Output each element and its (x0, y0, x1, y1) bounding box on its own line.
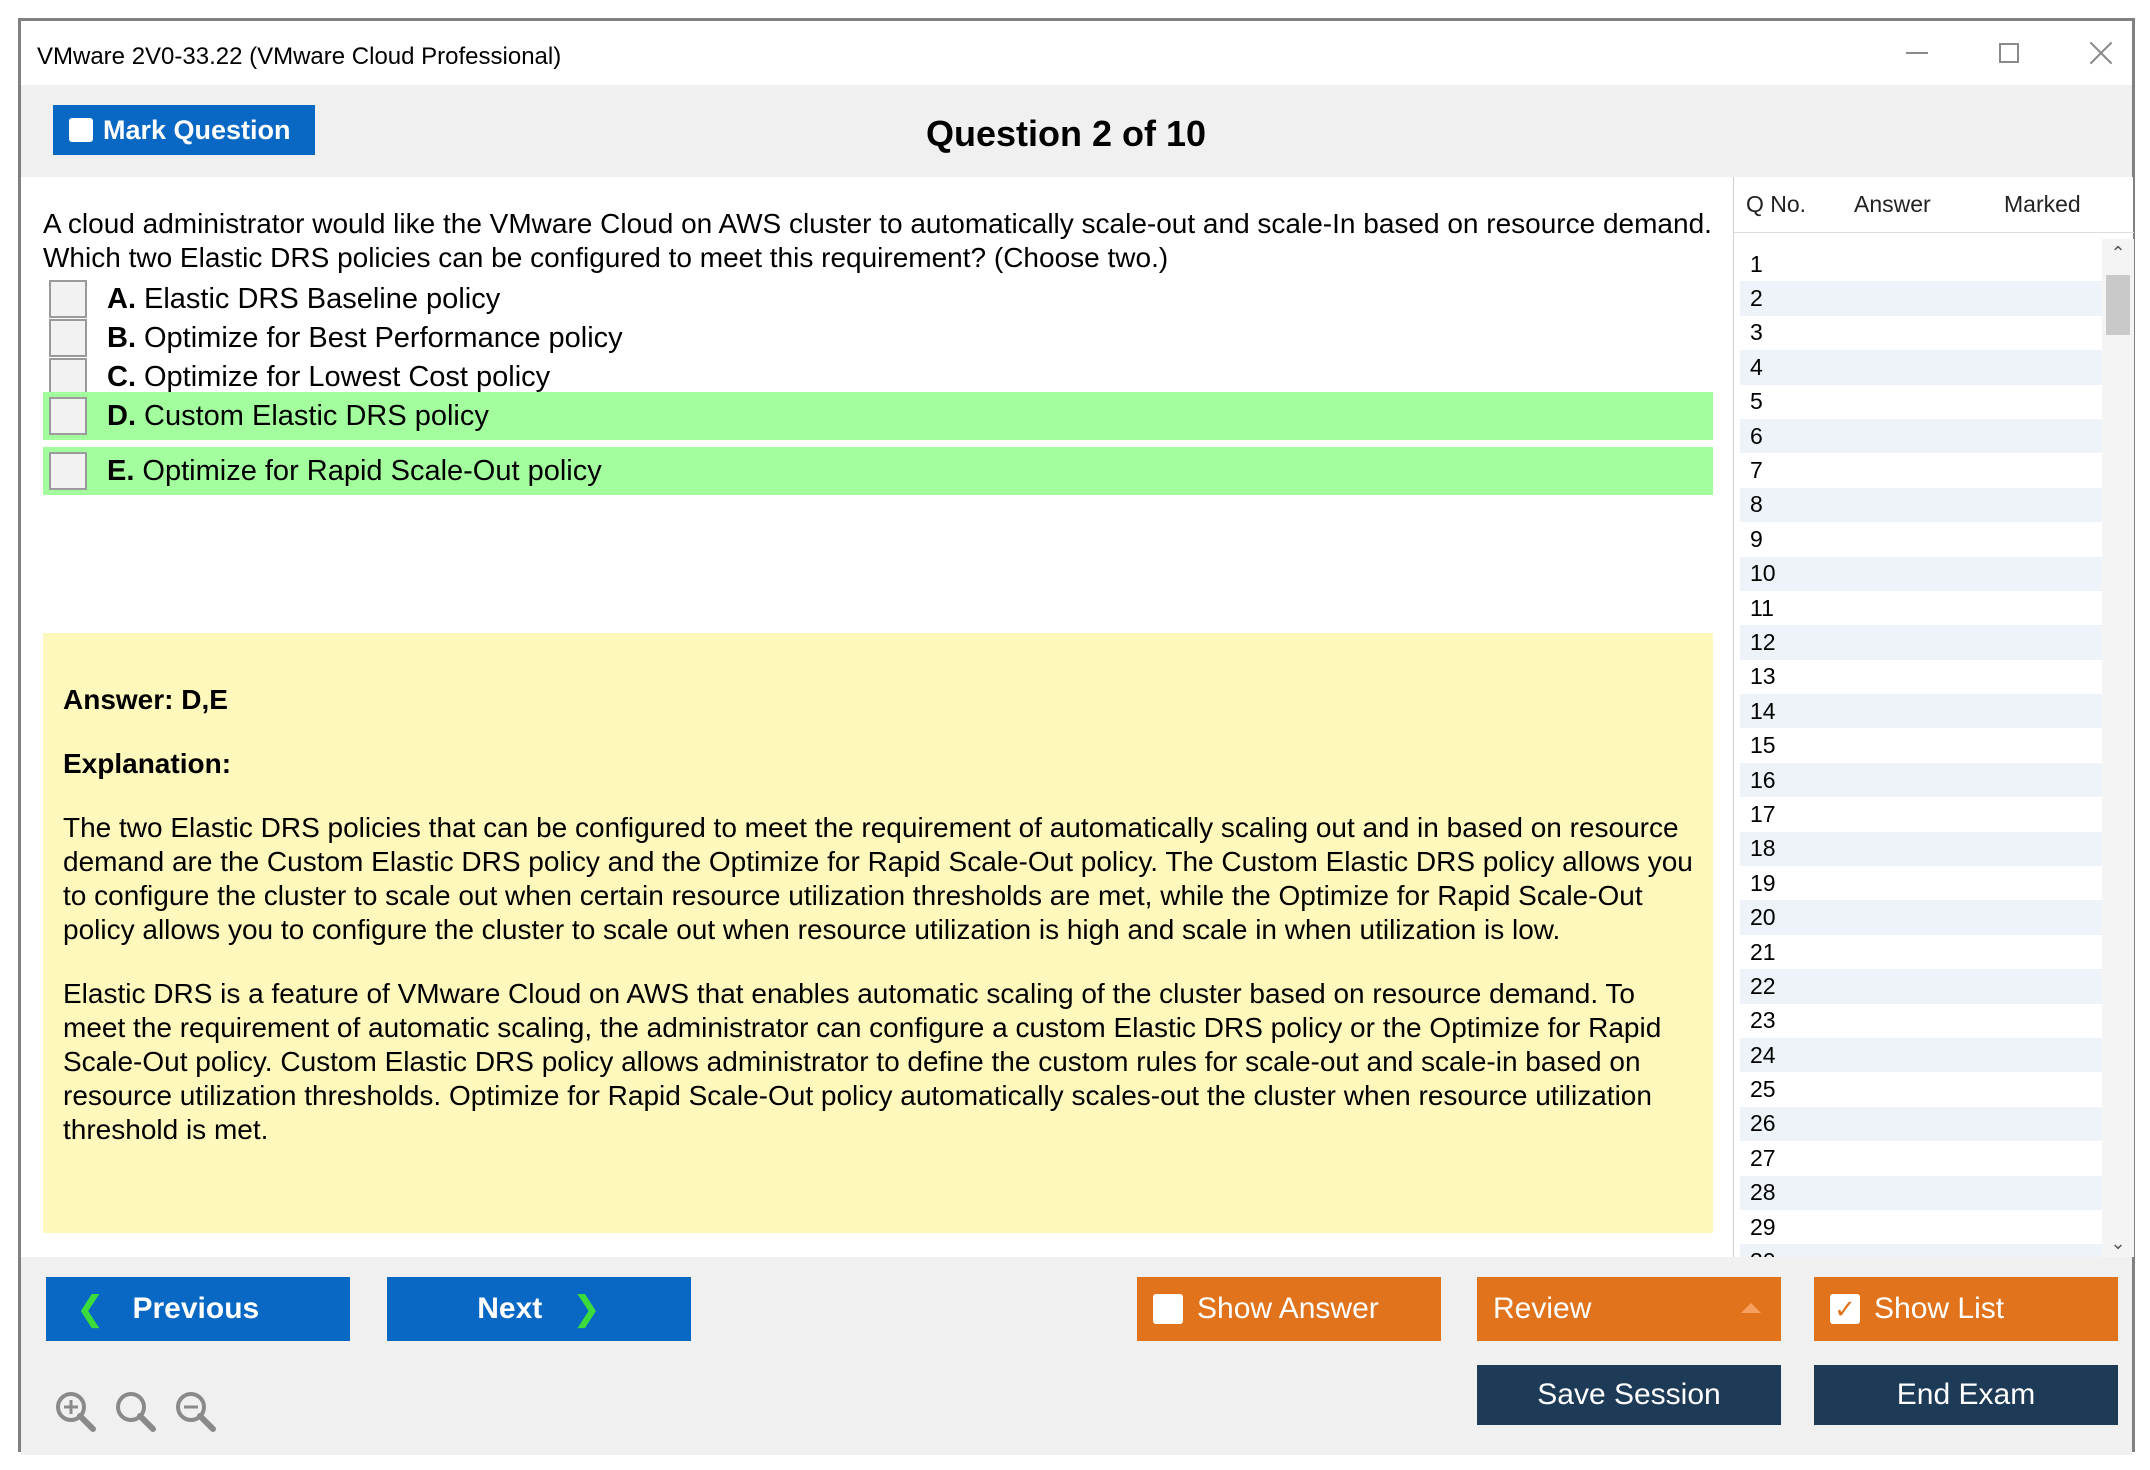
save-session-button[interactable] (1477, 1365, 1781, 1425)
minimize-icon (1906, 52, 1928, 54)
question-list-row[interactable]: 11 (1750, 594, 1774, 621)
question-list-row[interactable]: 21 (1750, 938, 1776, 965)
question-list-row[interactable]: 27 (1750, 1144, 1776, 1171)
question-list-row[interactable]: 24 (1740, 1038, 2102, 1072)
question-list-row[interactable]: 14 (1740, 694, 2102, 728)
next-label: Next (477, 1292, 543, 1325)
question-list-row[interactable]: 25 (1750, 1076, 1776, 1103)
option-d[interactable] (43, 392, 1713, 440)
question-list-rows (1740, 247, 2102, 1279)
option-text: Optimize for Best Performance policy (144, 321, 623, 354)
previous-button[interactable] (46, 1277, 350, 1341)
review-label: Review (1493, 1292, 1592, 1325)
end-exam-label: End Exam (1896, 1378, 2036, 1411)
question-list-row[interactable]: 20 (1740, 900, 2102, 934)
mark-question-label: Mark Question (103, 114, 291, 145)
question-list-row[interactable]: 12 (1740, 625, 2102, 659)
option-text: Optimize for Rapid Scale-Out policy (142, 454, 602, 487)
answer-explanation-box (43, 633, 1713, 1233)
question-text: A cloud administrator would like the VMware Cloud on AWS cluster to automatically scale-out and scale-In based on resource demand. Which two Elastic DRS policies can be configured to meet this requirement? (Choose two.) (43, 208, 1712, 273)
explanation-label: Explanation: (63, 748, 232, 779)
option-c-checkbox[interactable] (49, 358, 87, 396)
marked-column-header[interactable]: Marked (2004, 191, 2081, 217)
question-list-row[interactable]: 23 (1750, 1007, 1776, 1034)
checkmark-icon: ✓ (1830, 1294, 1860, 1324)
question-title: Question 2 of 10 (925, 113, 1207, 154)
close-icon (2089, 41, 2113, 65)
question-list-row[interactable]: 16 (1740, 763, 2102, 797)
maximize-icon (1999, 43, 2019, 63)
question-list-row[interactable]: 10 (1740, 557, 2102, 591)
chevron-left-icon: ❮ (76, 1290, 105, 1328)
show-answer-label: Show Answer (1197, 1292, 1379, 1325)
option-letter: A. (107, 282, 136, 315)
question-list-row[interactable]: 29 (1750, 1213, 1776, 1240)
question-list-row[interactable]: 28 (1740, 1176, 2102, 1210)
option-letter: D. (107, 399, 136, 432)
question-list-row[interactable]: 13 (1750, 663, 1776, 690)
question-list-row[interactable]: 26 (1740, 1107, 2102, 1141)
question-list-row[interactable]: 22 (1740, 969, 2102, 1003)
question-list-row[interactable]: 3 (1750, 319, 1763, 346)
question-list-row[interactable]: 2 (1740, 281, 2102, 315)
zoom-in-icon[interactable] (53, 1389, 97, 1433)
question-list-row[interactable]: 15 (1750, 732, 1776, 759)
option-letter: E. (107, 454, 135, 487)
scroll-down-arrow-icon[interactable]: ⌄ (2110, 1232, 2126, 1253)
scroll-up-arrow-icon[interactable]: ⌃ (2110, 242, 2126, 263)
previous-label: Previous (132, 1292, 260, 1325)
qno-column-header[interactable]: Q No. (1746, 191, 1807, 217)
question-list-row[interactable]: 6 (1740, 419, 2102, 453)
question-list-header (1734, 177, 2134, 233)
option-a-checkbox[interactable] (49, 280, 87, 318)
scroll-thumb[interactable] (2106, 275, 2130, 335)
question-list-row[interactable]: 7 (1750, 457, 1763, 484)
minimize-button[interactable] (1871, 21, 1963, 85)
zoom-reset-icon[interactable] (113, 1389, 157, 1433)
show-answer-button[interactable] (1137, 1277, 1441, 1341)
question-list-row[interactable]: 9 (1750, 525, 1763, 552)
answer-line: Answer: D,E (63, 684, 228, 715)
close-button[interactable] (2055, 21, 2147, 85)
option-text: Optimize for Lowest Cost policy (144, 360, 551, 393)
show-list-label: Show List (1874, 1292, 2005, 1325)
show-list-button[interactable] (1814, 1277, 2118, 1341)
question-list-row[interactable]: 4 (1740, 350, 2102, 384)
end-exam-button[interactable] (1814, 1365, 2118, 1425)
option-b-checkbox[interactable] (49, 319, 87, 357)
option-letter: C. (107, 360, 136, 393)
save-session-label: Save Session (1537, 1378, 1721, 1411)
question-list-row[interactable]: 18 (1740, 832, 2102, 866)
option-text: Elastic DRS Baseline policy (144, 282, 501, 315)
show-answer-checkbox-icon (1153, 1294, 1183, 1324)
question-list-row[interactable]: 17 (1750, 800, 1776, 827)
title-bar (21, 21, 2132, 85)
option-letter: B. (107, 321, 136, 354)
option-d-checkbox[interactable] (49, 397, 87, 435)
question-list-panel (1733, 177, 2133, 1257)
footer-toolbar (21, 1257, 2132, 1455)
explanation-paragraph: Elastic DRS is a feature of VMware Cloud on AWS that enables automatic scaling of the cluster based on resource demand. To meet the requirement of automatic scaling, the administrator can configure a custom Elastic DRS policy or the Optimize for Rapid Scale-Out policy. Custom Elastic DRS policy allows administrator to define the custom rules for scale-out and scale-in based on resource utilization thresholds. Optimize for Rapid Scale-Out policy automatically scales-out the cluster when resource utilization threshold is met. (63, 978, 1662, 1145)
question-list-scrollbar[interactable] (2102, 239, 2134, 1257)
chevron-right-icon: ❯ (572, 1290, 601, 1328)
zoom-out-icon[interactable] (173, 1389, 217, 1433)
option-e-checkbox[interactable] (49, 452, 87, 490)
question-panel (21, 177, 1731, 1257)
question-list-row[interactable]: 8 (1740, 488, 2102, 522)
question-header (21, 85, 2132, 177)
question-list-row[interactable]: 1 (1750, 250, 1763, 277)
review-dropdown-button[interactable] (1477, 1277, 1781, 1341)
window-title: VMware 2V0-33.22 (VMware Cloud Professional) (37, 43, 562, 70)
caret-up-icon (1741, 1303, 1761, 1313)
option-text: Custom Elastic DRS policy (144, 399, 489, 432)
app-window (18, 18, 2135, 1452)
answer-column-header[interactable]: Answer (1854, 191, 1931, 217)
question-list-row[interactable]: 5 (1750, 388, 1763, 415)
option-e[interactable] (43, 447, 1713, 495)
explanation-paragraph: The two Elastic DRS policies that can be configured to meet the requirement of automatically scaling out and in based on resource demand are the Custom Elastic DRS policy and the Optimize for Rapid Scale-Out policy. The Custom Elastic DRS policy allows you to configure the cluster to scale out when certain resource utilization thresholds are met, while the Optimize for Rapid Scale-Out policy allows you to configure the cluster to scale out when resource utilization is high and scale in when utilization is low. (63, 812, 1693, 945)
maximize-button[interactable] (1963, 21, 2055, 85)
next-button[interactable] (387, 1277, 691, 1341)
question-list-row[interactable]: 19 (1750, 869, 1776, 896)
